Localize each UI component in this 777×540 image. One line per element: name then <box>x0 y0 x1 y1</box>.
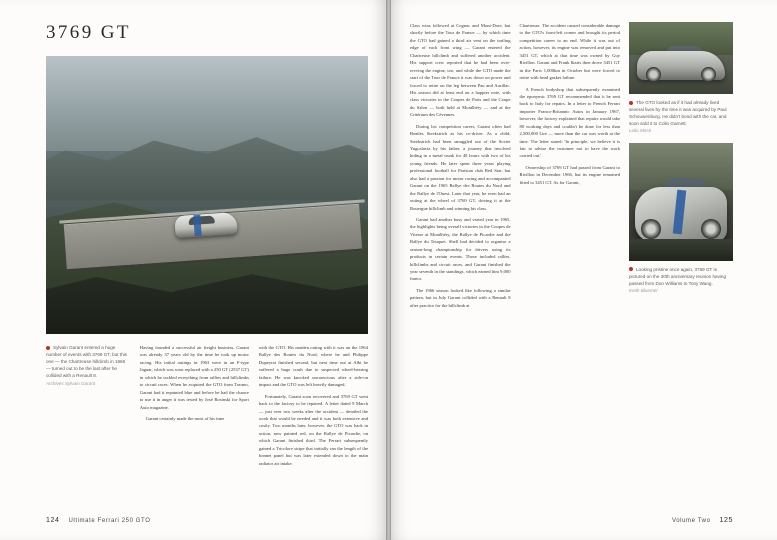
right-photo-column <box>629 22 733 313</box>
photo-caption-bottom-right <box>629 266 729 294</box>
paragraph: Chartreuse. The accident caused considerable damage to the GTO's front-left corner and brought its period competition career to an end. While it was out of action, however, its engine was removed and put into 3451 GT, which at that time was owned by Guy Rivillon. Garant and Frank Ikaris then drove 3451 GT in the Paris 1,000km in October but were forced to retire with head gasket failure. <box>519 23 620 81</box>
left-page <box>0 0 388 540</box>
hillclimb-photo <box>46 56 368 334</box>
paragraph: with the GTO. His maiden outing with it was on the 1964 Rallye des Routes du Nord, where he and Philippe Dupeyrat finished second, but next time out at Albi he suffered a huge crash due to suspected wheel-bearing failure. He was knocked unconscious after a side-on impact and the GTO was left heavily damaged. <box>258 345 368 388</box>
caption-bullet-icon <box>629 101 633 105</box>
caption-credit: Keith Bluemel <box>629 287 658 293</box>
photo-rear-wheel <box>701 219 721 239</box>
gto-three-quarter-photo <box>629 143 733 261</box>
volume-title: Volume Two <box>671 518 711 524</box>
book-gutter <box>386 0 391 540</box>
paragraph: A French bodyshop that subsequently examined the eponymic 3769 GT recommended that it be sent back to Italy for repairs. In a letter to French Ferrari importer Franco-Britannic Autos in January 1967, however, the factory explained that repairs would take 80 working days and couldn't be done for less than 2,500,000 Lire — more than the car was worth at the time. The letter stated: 'In principle, we believe it is fair to advise the customer not to have the work carried out.' <box>519 86 620 159</box>
paragraph: Having founded a successful air freight business, Garant was already 37 years old by the time he took up motor racing. His initial outings in 1963 were in an F-type Jaguar, which was soon replaced with a 250 GT (2537 GT) in which he tackled everything from rallies and hillclimbs to circuit races. When he acquired the GTO from Tavano, Garant had it repainted blue and before he had the chance to use it in anger it was tested by José Rosinski for Sport Auto magazine. <box>139 345 249 410</box>
paragraph: Garant had another busy and varied year in 1965, the highlights being overall victories in the Coupes de Vitesse at Montlhéry, the Rallye de Picardie and the Rallye du Touquet. Shell had decided to organise a season-long championship for drivers using its products in certain events. Those included rallies, hillclimbs and circuit races, and Garant finished the year seventh in the standings, which earned him 9,000 francs. <box>410 216 511 282</box>
photo-caption-left <box>46 344 130 471</box>
right-column-1 <box>410 22 511 313</box>
right-column-2 <box>520 22 621 313</box>
paragraph: Fortunately, Garant soon recovered and 3769 GT went back to the factory to be repaired. A letter dated 9 March — just over two weeks after the accident — detailed the work that would be needed and it was both extensive and costly. Two months later, however, the GTO was back in action, now painted red, on the Rallye de Picardie, on which Garant finished third. The Ferrari subsequently gained a Tricolore stripe that initially ran the length of the bonnet panel but was later extended down to the main radiator air intake. <box>258 393 368 466</box>
folio-right <box>672 517 733 524</box>
photo-front-wheel <box>646 67 661 82</box>
paragraph: The 1966 season looked like following a similar pattern, but in July Garant collided with a Renault 8 after practice for the hillclimb at <box>410 287 511 308</box>
photo-sky <box>46 56 368 151</box>
page-number: 125 <box>719 517 733 524</box>
caption-credit: Archives Sylvain Garant <box>46 380 96 386</box>
photo-ground <box>629 239 733 260</box>
caption-bullet-icon <box>46 346 50 350</box>
right-page <box>388 0 777 540</box>
photo-caption-top-right <box>629 99 729 135</box>
right-columns <box>410 22 733 313</box>
paragraph: Ownership of 3769 GT had passed from Garant to Rivillon in December 1966, but its engine remained fitted to 3451 GT. As for Garant, <box>519 164 620 185</box>
left-column-1 <box>140 344 249 471</box>
paragraph: Class wins followed at Cognac and Mont-Dore, but shortly before the Tour de France — by which time the GTO had gained a third air vent on the trailing edge of each front wing — Garant entered the Chartreuse hillclimb and suffered another accident. His support crew reported that he had been over-revving the engine, too, and while the GTO made the start of the Tour de France it was down on power and forced to retire on the leg between Pau and Aurillac. His season did at least end on a happier note, with class victories in the Coupes de Paris and the Coupe du Salon — both held at Montlhéry — and at the Critérium des Cévennes. <box>410 23 511 118</box>
left-lower-content <box>46 344 368 471</box>
folio-left <box>46 517 150 524</box>
caption-credit: Lelio Mosti <box>629 128 651 134</box>
caption-bullet-icon <box>629 267 633 271</box>
left-column-2 <box>259 344 368 471</box>
paragraph: Garant certainly made the most of his time <box>145 415 225 421</box>
caption-text: Sylvain Garant entered a huge number of events with 3769 GT, but this one — the Chartreuse hillclimb in 1966 — turned out to be the last after he collided with a Renault 8. <box>46 345 127 379</box>
caption-text: The GTO looked as if it had already lived several lives by the time it was acquired by Paul Schouwenburg. He didn't bond with the car, and soon sold it to Colin Garnett. <box>629 100 727 127</box>
page-number: 124 <box>46 517 60 524</box>
caption-text: Looking pristine once again, 3769 GT is pictured on the 30th anniversary reunion having passed from Don Williams to Tony Wang. <box>629 266 727 286</box>
page-title: 3769 GT <box>46 22 131 43</box>
gto-side-profile-photo <box>629 22 733 94</box>
book-title: Ultimate Ferrari 250 GTO <box>68 518 151 524</box>
paragraph: During his competition career, Garant often had Beatles Steekstrich as his co-driver. As a child, Steekstrich had been smuggled out of the Soviet Yugoslavia by his father, a journey that involved hiding in a metal trunk for 48 hours with two of his young friends. He later spent three years playing professional football for Parisian club Red Star, but also had a passion for motor racing and accompanied Garant on the 1965 Rallye des Routes du Nord and the Rallye de l'Ouest. Later that year, he even had an outing at the wheel of 3769 GT, driving it at the Rouergue hillclimb and winning his class. <box>410 123 511 211</box>
photo-rear-wheel <box>701 67 716 82</box>
